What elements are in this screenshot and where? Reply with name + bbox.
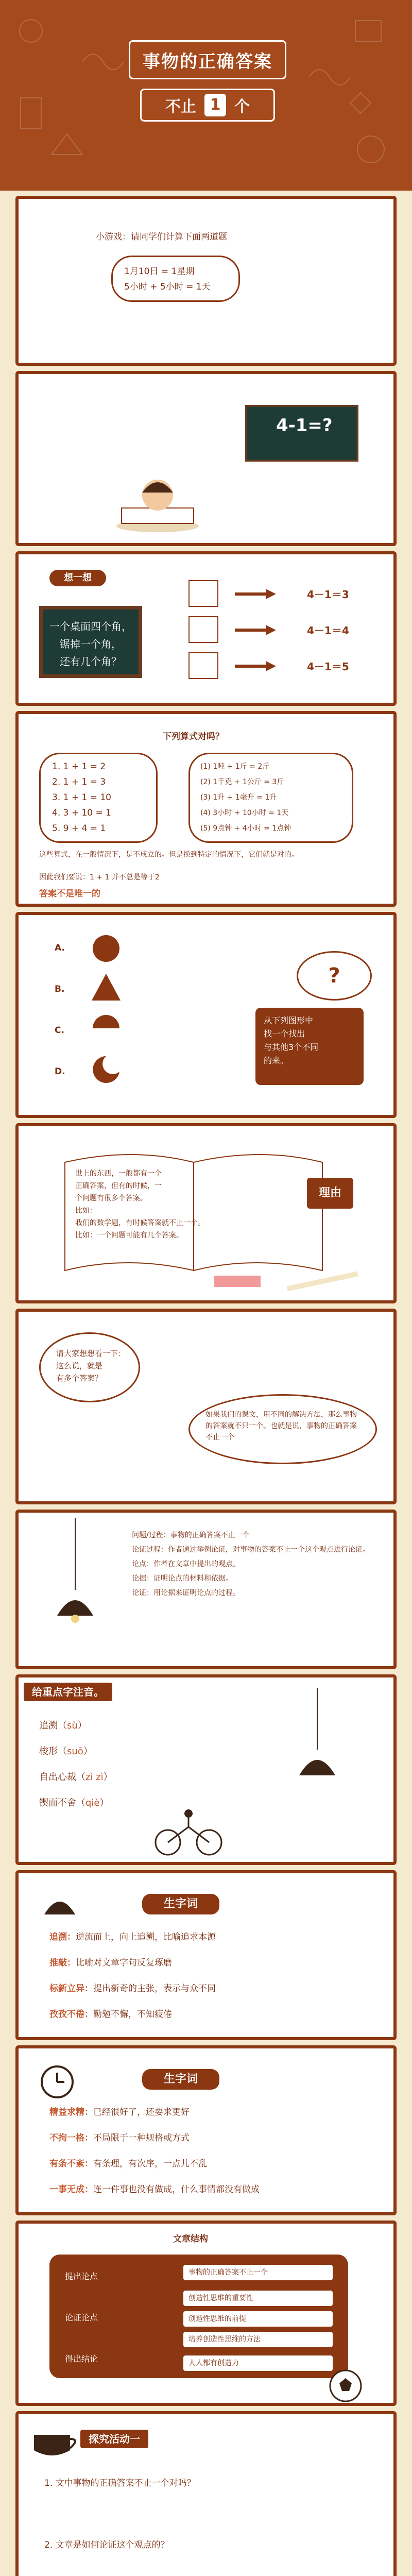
structure-left-3: 得出结论 bbox=[65, 2354, 98, 2364]
vocab1-row-4 bbox=[49, 2007, 172, 2022]
structure-left-2: 论证论点 bbox=[65, 2313, 98, 2323]
vocab1-def-1: 逆流而上，向上追溯，比喻追求本源 bbox=[76, 1932, 216, 1942]
arrow-2 bbox=[235, 626, 276, 634]
bubble-line-3: 有多个答案？ bbox=[56, 1374, 103, 1383]
option-d-label: D. bbox=[55, 1066, 65, 1077]
game-q2: 5小时 + 5小时 = 1天 bbox=[124, 282, 211, 292]
section-formulas bbox=[15, 711, 397, 907]
vocab2-def-2: 不局限于一种规格或方式 bbox=[93, 2133, 190, 2143]
book-line-1: 世上的东西，一般都有一个 bbox=[75, 1170, 162, 1178]
vocab2-def-3: 有条理，有次序，一点儿不乱 bbox=[93, 2159, 207, 2169]
bubble-line-1: 请大家想想看一下： bbox=[56, 1349, 126, 1358]
formula-right-1: (1) 1吨 + 1斤 = 2斤 bbox=[200, 762, 270, 771]
argument-line-3: 论点：作者在文章中提出的观点。 bbox=[132, 1560, 240, 1568]
structure-box bbox=[49, 2255, 348, 2378]
vocab2-row-3 bbox=[49, 2157, 207, 2171]
shapes-q1: 从下列图形中 bbox=[264, 1015, 314, 1025]
answer-3: 4－1＝5 bbox=[307, 660, 349, 673]
pinyin-reading-1: sù bbox=[67, 1720, 78, 1731]
option-a-label: A. bbox=[55, 943, 65, 953]
book-line-6: 比如：一个问题可能有几个答案。 bbox=[75, 1231, 183, 1240]
answer-1: 4－1＝3 bbox=[307, 588, 349, 601]
shapes-q3: 与其他3个不同 bbox=[264, 1042, 319, 1052]
board-line-2: 锯掉一个角， bbox=[60, 638, 122, 650]
formulas-note-2: 因此我们要说：1 + 1 并不总是等于2 bbox=[39, 873, 160, 882]
formulas-title: 下列算式对吗？ bbox=[163, 732, 224, 742]
structure-right-3: 创造性思维的前提 bbox=[183, 2311, 333, 2327]
structure-right-2: 创造性思维的重要性 bbox=[183, 2291, 333, 2306]
think-tag: 想一想 bbox=[49, 570, 106, 586]
formulas-right-box bbox=[188, 753, 353, 843]
shapes-q2: 找一个找出 bbox=[264, 1029, 305, 1039]
option-b-label: B. bbox=[55, 984, 65, 994]
section-game bbox=[15, 196, 397, 366]
hero-sub-number: 1 bbox=[204, 94, 226, 116]
section-structure bbox=[15, 2221, 397, 2406]
section-think bbox=[15, 551, 397, 706]
vocab2-def-1: 已经很好了，还要求更好 bbox=[93, 2107, 190, 2117]
game-question-box bbox=[111, 256, 240, 302]
section-vocab-1 bbox=[15, 1870, 397, 2040]
answer-2: 4－1＝4 bbox=[307, 624, 349, 637]
board-line-1: 一个桌面四个角， bbox=[49, 620, 132, 633]
vocab1-def-3: 提出新奇的主张，表示与众不同 bbox=[93, 1984, 216, 1994]
argument-line-2: 论证过程：作者通过举例论证，对事物的答案不止一个这个观点进行论证。 bbox=[132, 1546, 370, 1554]
vocab1-row-3 bbox=[49, 1981, 216, 1996]
book-line-3: 个问题有很多个答案。 bbox=[75, 1194, 147, 1202]
argument-line-4: 论据：证明论点的材料和依据。 bbox=[132, 1574, 233, 1583]
formula-right-3: (3) 1升 + 1毫升 = 1升 bbox=[200, 793, 277, 802]
section-shapes bbox=[15, 912, 397, 1118]
cyclist-icon bbox=[152, 1806, 225, 1858]
pinyin-item-2: 梭形（suō） bbox=[39, 1746, 93, 1757]
vocab2-title: 生字词 bbox=[142, 2069, 219, 2090]
section-discussion bbox=[15, 1309, 397, 1504]
book-line-4: 比如： bbox=[75, 1207, 97, 1215]
pinyin-item-1: 追溯（sù） bbox=[39, 1720, 87, 1731]
vocab1-def-4: 勤勉不懈，不知疲倦 bbox=[93, 2009, 172, 2020]
half-circle-shape-icon bbox=[91, 1013, 127, 1044]
hero-sub-prefix: 不止 bbox=[165, 98, 196, 116]
hanging-lamp-2-icon bbox=[286, 1688, 348, 1791]
soccer-ball-icon bbox=[328, 2368, 364, 2404]
pinyin-reading-2: suō bbox=[67, 1746, 83, 1757]
hero-subtitle bbox=[140, 89, 275, 122]
game-intro: 小游戏：请同学们计算下面两道题 bbox=[96, 232, 227, 242]
vocab2-row-4 bbox=[49, 2182, 369, 2197]
alarm-clock-icon bbox=[34, 2059, 80, 2100]
vocab2-word-3: 有条不紊： bbox=[49, 2159, 93, 2169]
pinyin-reading-4: qiè bbox=[85, 1798, 100, 1808]
explore-q1: 1. 文中事物的正确答案不止一个对吗？ bbox=[44, 2478, 196, 2488]
pinyin-word-4: 锲而不舍 bbox=[39, 1798, 76, 1808]
structure-right-4: 培养创造性思维的方法 bbox=[183, 2332, 333, 2347]
formula-right-4: (4) 3小时 + 10小时 = 1天 bbox=[200, 809, 289, 817]
argument-line-1: 问题/过程：事物的正确答案不止一个 bbox=[132, 1531, 250, 1539]
hero-title: 事物的正确答案 bbox=[129, 40, 286, 79]
vocab2-word-1: 精益求精： bbox=[49, 2107, 93, 2117]
vocab2-word-2: 不拘一格： bbox=[49, 2133, 93, 2143]
argument-text bbox=[132, 1528, 374, 1600]
book-text bbox=[75, 1167, 291, 1242]
vocab2-row-1 bbox=[49, 2105, 190, 2120]
section-eq bbox=[15, 371, 397, 546]
lamp-small-icon bbox=[34, 1884, 85, 1920]
formula-left-4: 4. 3 + 10 = 1 bbox=[52, 808, 111, 818]
vocab1-row-2 bbox=[49, 1956, 172, 1970]
vocab2-word-4: 一事无成： bbox=[49, 2184, 93, 2195]
game-q1: 1月10日 = 1星期 bbox=[124, 266, 195, 277]
formulas-left-box bbox=[39, 753, 158, 843]
formula-left-3: 3. 1 + 1 = 10 bbox=[52, 792, 111, 803]
pinyin-word-3: 自出心裁 bbox=[39, 1772, 76, 1783]
vocab2-row-2 bbox=[49, 2131, 190, 2145]
vocab1-word-2: 推敲： bbox=[49, 1958, 76, 1968]
vocab1-word-4: 孜孜不倦： bbox=[49, 2009, 93, 2020]
arrow-1 bbox=[235, 590, 276, 598]
section-vocab-2 bbox=[15, 2045, 397, 2215]
table-square-2 bbox=[188, 616, 218, 643]
thought-bubble: ? bbox=[297, 951, 372, 1001]
book-line-5: 我们的数学题，有时候答案就不止一个。 bbox=[75, 1219, 205, 1227]
section-pinyin bbox=[15, 1674, 397, 1865]
discussion-bubble bbox=[39, 1332, 140, 1402]
explore-tag: 探究活动一 bbox=[80, 2430, 148, 2448]
vocab1-row-1 bbox=[49, 1930, 216, 1944]
pinyin-word-1: 追溯 bbox=[39, 1720, 58, 1731]
formulas-note-1: 这些算式，在一般情况下，是不成立的。但是换到特定的情况下，它们就是对的。 bbox=[39, 851, 299, 859]
reply-text: 如果我们的课文，用不同的解决方法，那么事物的答案就不只一个。也就是说，事物的正确答案不止一个 bbox=[205, 1411, 357, 1442]
formula-right-2: (2) 1千克 + 1公斤 = 3斤 bbox=[200, 778, 284, 786]
pinyin-item-3: 自出心裁（zì zì） bbox=[39, 1772, 113, 1783]
formula-left-2: 2. 1 + 1 = 3 bbox=[52, 777, 106, 787]
explore-q2: 2. 文章是如何论证这个观点的？ bbox=[44, 2540, 169, 2550]
pinyin-item-4: 锲而不舍（qiè） bbox=[39, 1798, 109, 1808]
book-line-2: 正确答案，但有的时候，一 bbox=[75, 1182, 162, 1190]
crescent-shape-icon bbox=[91, 1054, 127, 1085]
section-explore bbox=[15, 2411, 397, 2576]
reply-bubble bbox=[188, 1394, 377, 1464]
board-line-3: 还有几个角？ bbox=[60, 655, 122, 668]
eq-text: 4-1=? bbox=[276, 415, 333, 436]
chalkboard-question bbox=[39, 606, 142, 678]
vocab2-def-4: 连一件事也没有做成，什么事情都没有做成 bbox=[93, 2184, 260, 2195]
structure-right-1: 事物的正确答案不止一个 bbox=[183, 2265, 333, 2280]
section-argument bbox=[15, 1510, 397, 1669]
vocab1-word-3: 标新立异： bbox=[49, 1984, 93, 1994]
formula-right-5: (5) 9点钟 + 4小时 = 1点钟 bbox=[200, 824, 291, 833]
pencil-eraser-illustration bbox=[214, 1265, 369, 1296]
structure-right-5: 人人都有创造力 bbox=[183, 2355, 333, 2371]
vocab1-def-2: 比喻对文章字句反复琢磨 bbox=[76, 1958, 172, 1968]
pinyin-word-2: 梭形 bbox=[39, 1746, 58, 1757]
hero-sub-suffix: 个 bbox=[234, 98, 250, 116]
formula-left-5: 5. 9 + 4 = 1 bbox=[52, 823, 106, 834]
section-book bbox=[15, 1123, 397, 1303]
structure-title: 文章结构 bbox=[173, 2234, 208, 2244]
arrow-3 bbox=[235, 663, 276, 670]
pinyin-label: 给重点字注音。 bbox=[24, 1683, 112, 1701]
formula-left-1: 1. 1 + 1 = 2 bbox=[52, 761, 106, 772]
argument-line-5: 论证：用论据来证明论点的过程。 bbox=[132, 1589, 240, 1597]
circle-shape-icon bbox=[91, 933, 127, 964]
shapes-q4: 的来。 bbox=[264, 1056, 289, 1065]
hanging-lamp-icon bbox=[49, 1518, 101, 1652]
table-square-1 bbox=[188, 580, 218, 607]
reading-child-illustration bbox=[111, 472, 204, 534]
formulas-highlight: 答案不是唯一的 bbox=[39, 889, 100, 899]
bubble-line-2: 这么说，就是 bbox=[56, 1361, 103, 1370]
shapes-question-card bbox=[255, 1008, 364, 1085]
vocab1-title: 生字词 bbox=[142, 1894, 219, 1914]
vocab1-word-1: 追溯： bbox=[49, 1932, 76, 1942]
structure-left-1: 提出论点 bbox=[65, 2272, 98, 2281]
pinyin-reading-3: zì zì bbox=[85, 1772, 104, 1783]
option-c-label: C. bbox=[55, 1025, 64, 1036]
hero-banner bbox=[0, 0, 412, 191]
table-square-3 bbox=[188, 652, 218, 679]
triangle-shape-icon bbox=[91, 972, 127, 1003]
coffee-cup-icon bbox=[29, 2425, 85, 2461]
reason-badge: 理由 bbox=[307, 1178, 353, 1209]
